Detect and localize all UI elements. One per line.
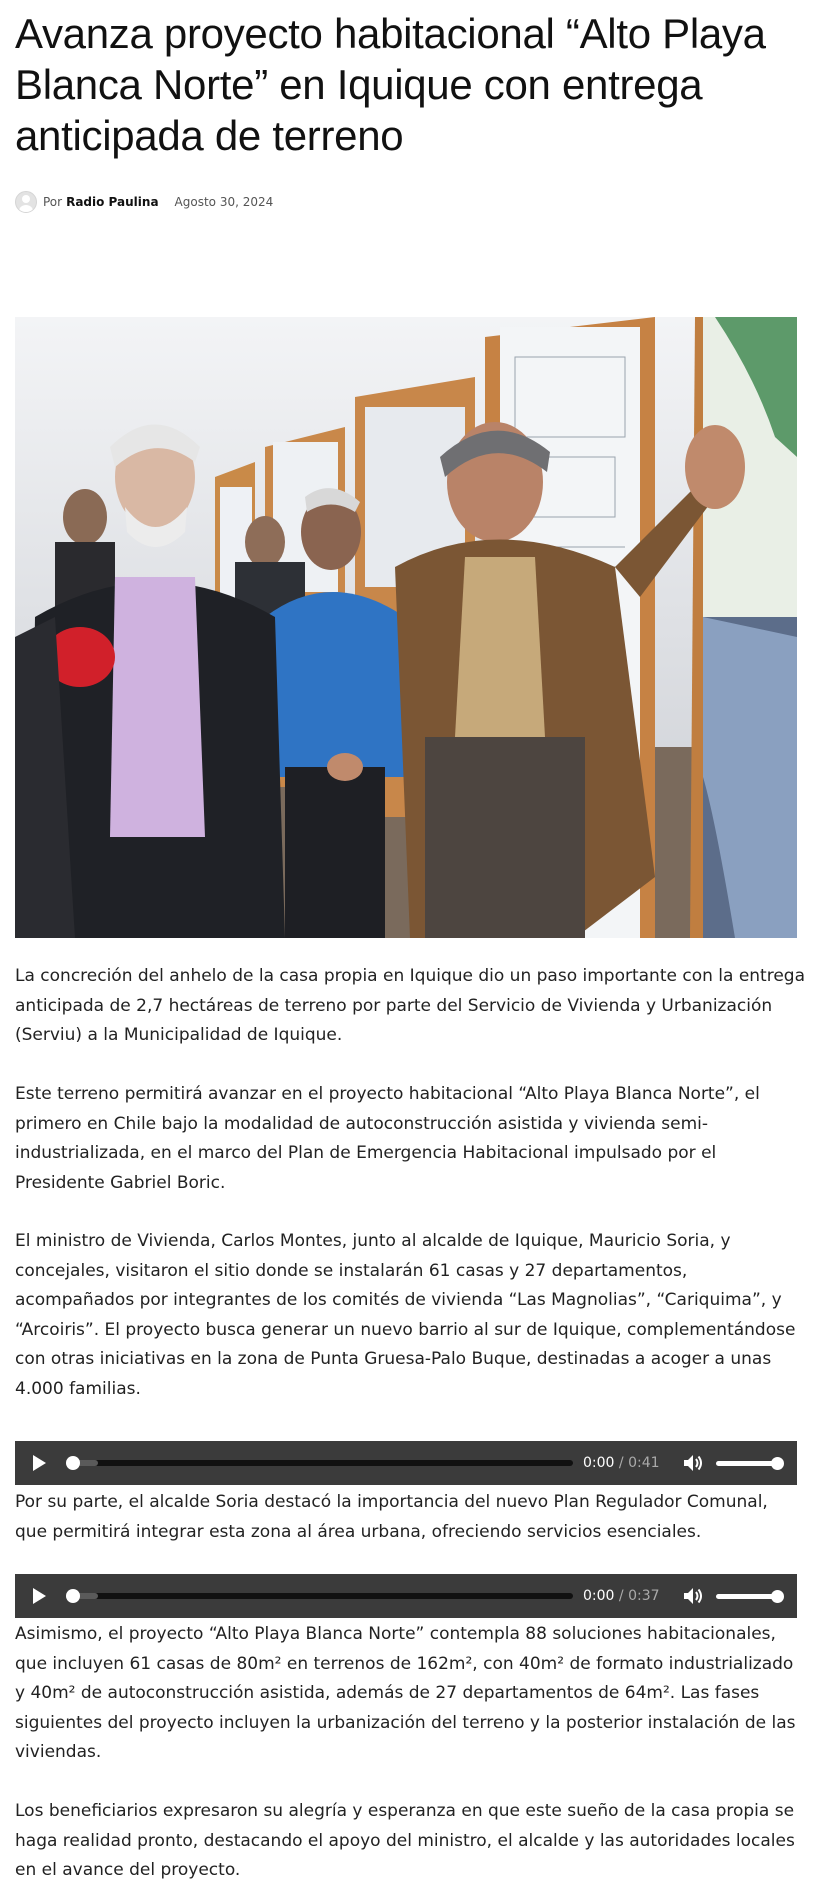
paragraph-6: Los beneficiarios expresaron su alegría y esperanza en que este sueño de la casa propia se haga realidad pronto, destacando el apoyo del ministro, el alcalde y las autoridades locales en el avance del proyecto. (15, 1801, 795, 1880)
audio-player-2[interactable] (15, 1574, 797, 1618)
play-icon[interactable] (33, 1455, 46, 1471)
by-label: Por (43, 195, 63, 209)
author-link[interactable]: Radio Paulina (66, 195, 159, 209)
paragraph-2: Este terreno permitirá avanzar en el proyecto habitacional “Alto Playa Blanca Norte”, el primero en Chile bajo la modalidad de autoconstrucción asistida y vivienda semi-industrializada, en el marco del Plan de Emergencia Habitacional impulsado por el Presidente Gabriel Boric. (15, 1084, 760, 1193)
paragraph-4: Por su parte, el alcalde Soria destacó la importancia del nuevo Plan Regulador Comunal, que permitirá integrar esta zona al área urbana, ofreciendo servicios esenciales. (15, 1492, 768, 1542)
user-avatar-icon[interactable] (15, 191, 37, 213)
article-title: Avanza proyecto habitacional “Alto Playa Blanca Norte” en Iquique con entrega anticipada de terreno (15, 10, 766, 159)
volume-icon[interactable] (682, 1453, 704, 1473)
paragraph-5: Asimismo, el proyecto “Alto Playa Blanca Norte” contempla 88 soluciones habitacionales, que incluyen 61 casas de 80m² en terrenos de 162m², con 40m² de formato industrializado y 40m² de autoconstrucción asistida, además de 27 departamentos de 64m². Las fases siguientes del proyecto incluyen la urbanización del terreno y la posterior instalación de las viviendas. (15, 1624, 796, 1762)
article-photo (15, 317, 797, 938)
audio-time (583, 1455, 660, 1471)
photo-illustration (15, 317, 797, 938)
duration: 0:41 (628, 1455, 660, 1471)
current-time: 0:00 (583, 1455, 615, 1471)
paragraph-3: El ministro de Vivienda, Carlos Montes, junto al alcalde de Iquique, Mauricio Soria, y concejales, visitaron el sitio donde se instalarán 61 casas y 27 departamentos, acompañados por integrantes de los comités de vivienda “Las Magnolias”, “Cariquima”, y “Arcoiris”. El proyecto busca generar un nuevo barrio al sur de Iquique, complementándose con otras iniciativas en la zona de Punta Gruesa-Palo Buque, destinadas a acoger a unas 4.000 familias. (15, 1231, 796, 1399)
audio-seek-bar[interactable] (68, 1460, 573, 1466)
audio-player-1[interactable] (15, 1441, 797, 1485)
audio-time (583, 1588, 660, 1604)
volume-icon[interactable] (682, 1586, 704, 1606)
seek-handle[interactable] (66, 1589, 80, 1603)
publish-date: Agosto 30, 2024 (174, 195, 274, 209)
volume-handle[interactable] (771, 1590, 784, 1603)
play-icon[interactable] (33, 1588, 46, 1604)
time-separator: / (618, 1455, 624, 1471)
article-meta (15, 190, 273, 214)
duration: 0:37 (628, 1588, 660, 1604)
current-time: 0:00 (583, 1588, 615, 1604)
volume-handle[interactable] (771, 1457, 784, 1470)
audio-seek-bar[interactable] (68, 1593, 573, 1599)
paragraph-1: La concreción del anhelo de la casa propia en Iquique dio un paso importante con la entrega anticipada de 2,7 hectáreas de terreno por parte del Servicio de Vivienda y Urbanización (Serviu) a la Municipalidad de Iquique. (15, 966, 806, 1045)
seek-handle[interactable] (66, 1456, 80, 1470)
time-separator: / (618, 1588, 624, 1604)
volume-slider[interactable] (716, 1594, 778, 1599)
volume-slider[interactable] (716, 1461, 778, 1466)
